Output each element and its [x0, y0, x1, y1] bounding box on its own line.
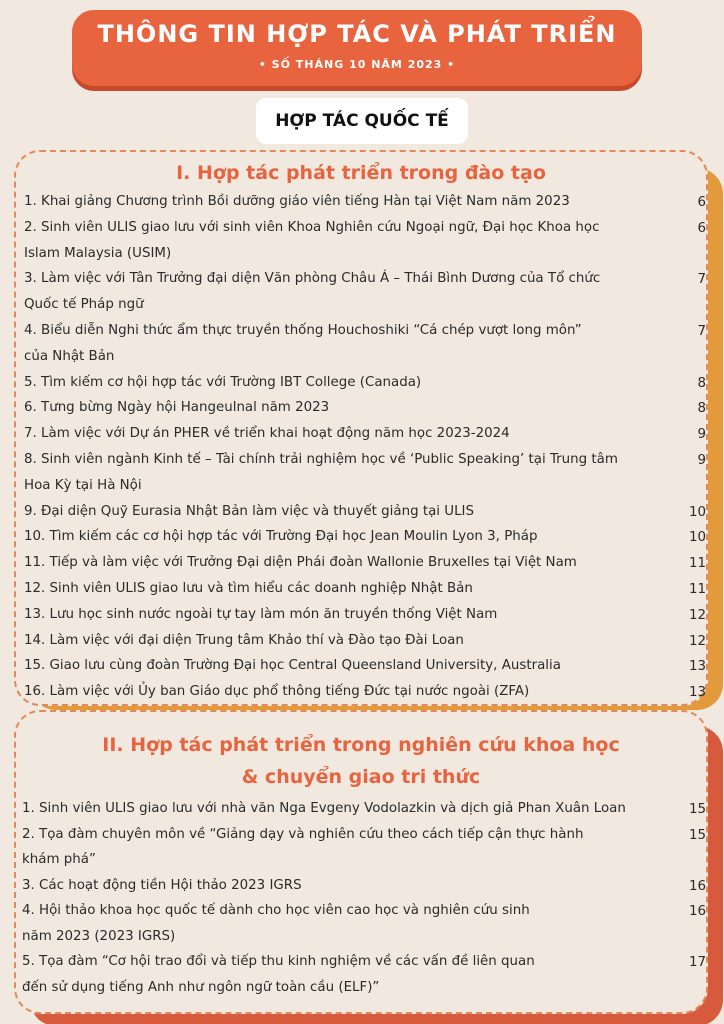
toc-item-line[interactable]: Hoa Kỳ tại Hà Nội: [24, 477, 142, 493]
toc-item-line[interactable]: 2. Sinh viên ULIS giao lưu với sinh viên Khoa Nghiên cứu Ngoại ngữ, Đại học Khoa học: [24, 219, 600, 235]
toc-page-number: 10: [688, 504, 706, 520]
toc-page-number: 11: [688, 582, 706, 597]
section1-title: I. Hợp tác phát triển trong đào tạo: [176, 162, 546, 184]
toc-item-line[interactable]: 11. Tiếp và làm việc với Trưởng Đại diện Phái đoàn Wallonie Bruxelles tại Việt Nam: [24, 555, 577, 571]
section2-title-line2: & chuyển giao tri thức: [241, 766, 481, 788]
toc-page-number: 15: [688, 827, 706, 843]
toc-item-line[interactable]: đến sử dụng tiếng Anh như ngôn ngữ toàn cầu (ELF)”: [22, 979, 380, 995]
toc-page-number: 8: [697, 401, 706, 417]
toc-page-number: 9: [697, 427, 706, 443]
header-banner: [72, 10, 642, 86]
toc-item-line[interactable]: của Nhật Bản: [24, 348, 115, 364]
toc-item-line[interactable]: 6. Tưng bừng Ngày hội Hangeulnal năm 2023: [24, 400, 330, 416]
toc-item-line[interactable]: 5. Tìm kiếm cơ hội hợp tác với Trường IBT College (Canada): [24, 374, 422, 390]
toc-item-line[interactable]: 10. Tìm kiếm các cơ hội hợp tác với Trường Đại học Jean Moulin Lyon 3, Pháp: [24, 529, 538, 545]
toc-page-number: 16: [688, 878, 706, 894]
toc-page-number: 13: [688, 659, 706, 675]
toc-item-line[interactable]: khám phá”: [22, 852, 96, 867]
toc-item-line[interactable]: 4. Biểu diễn Nghi thức ẩm thực truyền thống Houchoshiki “Cá chép vượt long môn”: [24, 323, 582, 338]
toc-item-line[interactable]: 14. Làm việc với đại diện Trung tâm Khảo thí và Đào tạo Đài Loan: [24, 632, 464, 648]
toc-page-number: 15: [688, 802, 706, 817]
toc-page-number: 8: [697, 375, 706, 391]
toc-item-line[interactable]: 13. Lưu học sinh nước ngoài tự tay làm món ăn truyền thống Việt Nam: [24, 606, 498, 622]
section2-title-line1: II. Hợp tác phát triển trong nghiên cứu khoa học: [102, 734, 620, 756]
toc-item-line[interactable]: 4. Hội thảo khoa học quốc tế dành cho học viên cao học và nghiên cứu sinh: [22, 903, 530, 918]
toc-page-number: 13: [688, 685, 706, 701]
toc-item-line[interactable]: 3. Làm việc với Tân Trưởng đại diện Văn phòng Châu Á – Thái Bình Dương của Tổ chức: [24, 271, 601, 287]
toc-page-number: 17: [688, 955, 706, 970]
toc-page-number: 7: [697, 272, 706, 288]
toc-item-line[interactable]: 3. Các hoạt động tiền Hội thảo 2023 IGRS: [22, 877, 302, 893]
toc-item-line[interactable]: 5. Tọa đàm “Cơ hội trao đổi và tiếp thu kinh nghiệm về các vấn đề liên quan: [22, 954, 535, 969]
toc-item-line[interactable]: Quốc tế Pháp ngữ: [24, 297, 144, 313]
toc-item-line[interactable]: 9. Đại diện Quỹ Eurasia Nhật Bản làm việc và thuyết giảng tại ULIS: [24, 503, 474, 519]
toc-item-line[interactable]: 16. Làm việc với Ủy ban Giáo dục phổ thông tiếng Đức tại nước ngoài (ZFA): [24, 684, 530, 700]
toc-page-number: 11: [688, 556, 706, 572]
toc-page-number: 6: [697, 220, 706, 236]
toc-page-number: 16: [688, 904, 706, 919]
toc-item-line[interactable]: 12. Sinh viên ULIS giao lưu và tìm hiểu các doanh nghiệp Nhật Bản: [24, 581, 473, 596]
toc-item-line[interactable]: 8. Sinh viên ngành Kinh tế – Tài chính trải nghiệm học về ‘Public Speaking’ tại Trung tâm: [24, 452, 618, 467]
toc-page-number: 12: [688, 607, 706, 623]
banner-title: THÔNG TIN HỢP TÁC VÀ PHÁT TRIỂN: [97, 20, 617, 48]
toc-item-line[interactable]: 7. Làm việc với Dự án PHER về triển khai hoạt động năm học 2023-2024: [24, 426, 510, 442]
toc-item-line[interactable]: 15. Giao lưu cùng đoàn Trường Đại học Central Queensland University, Australia: [24, 658, 561, 674]
toc-page-number: 6: [697, 195, 706, 210]
banner-subtitle: • SỐ THÁNG 10 NĂM 2023 •: [258, 58, 456, 71]
toc-page-number: 12: [688, 633, 706, 649]
toc-page-number: 10: [688, 530, 706, 546]
toc-item-line[interactable]: 1. Sinh viên ULIS giao lưu với nhà văn Nga Evgeny Vodolazkin và dịch giả Phan Xuân Loan: [22, 801, 626, 816]
toc-page-number: 9: [697, 453, 706, 468]
toc-item-line[interactable]: 2. Tọa đàm chuyên môn về “Giảng dạy và nghiên cứu theo cách tiếp cận thực hành: [22, 826, 584, 842]
toc-item-line[interactable]: năm 2023 (2023 IGRS): [22, 928, 176, 944]
toc-page-number: 7: [697, 324, 706, 339]
section-tag: HỢP TÁC QUỐC TẾ: [256, 98, 468, 144]
toc-card-training: [14, 150, 708, 706]
toc-card-research: [14, 710, 708, 1014]
toc-item-line[interactable]: Islam Malaysia (USIM): [24, 245, 172, 261]
toc-item-line[interactable]: 1. Khai giảng Chương trình Bồi dưỡng giáo viên tiếng Hàn tại Việt Nam năm 2023: [24, 194, 570, 209]
